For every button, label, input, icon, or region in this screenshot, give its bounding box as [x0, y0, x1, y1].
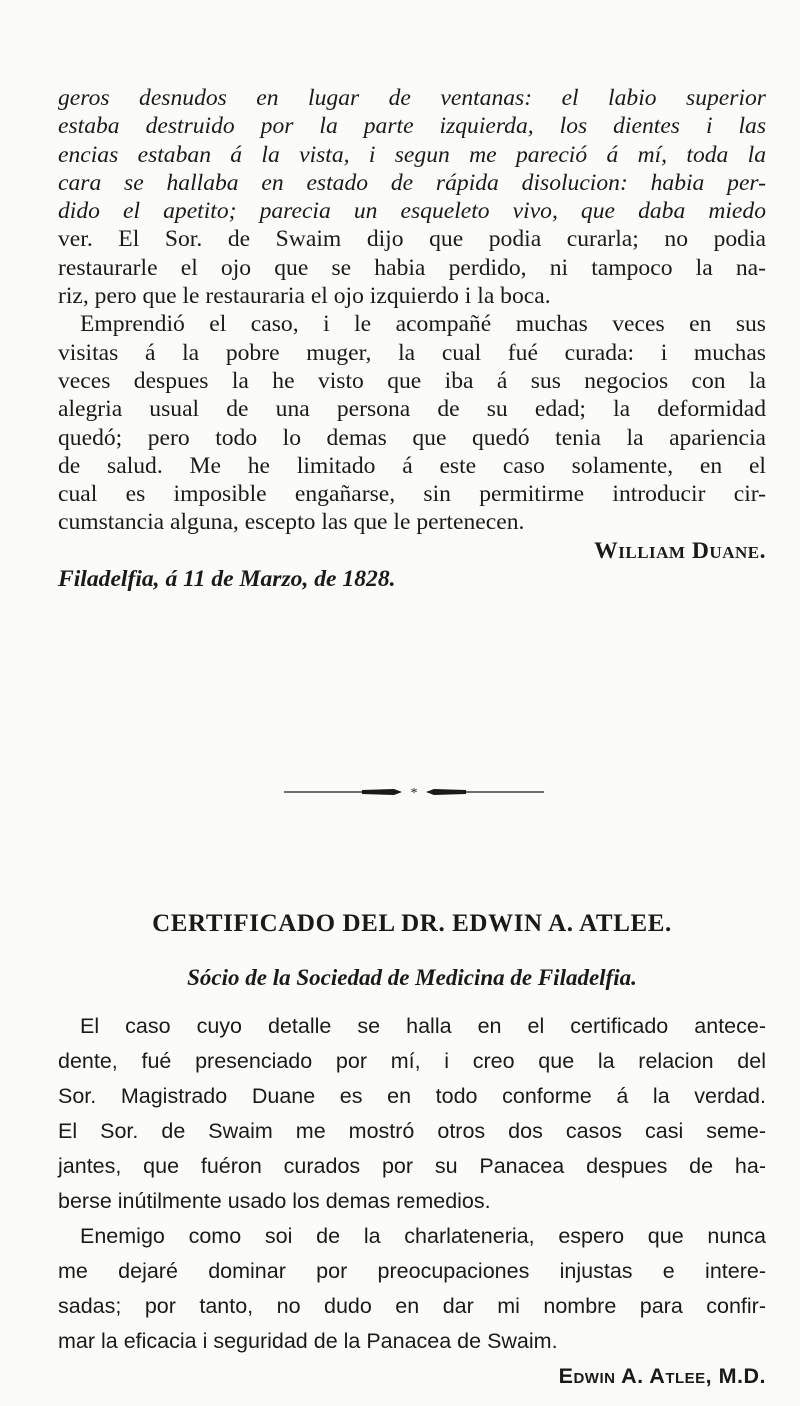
certificate-text [58, 1009, 766, 1394]
certificate-heading: CERTIFICADO DEL DR. EDWIN A. ATLEE. [152, 910, 672, 937]
letter-line: restaurarle el ojo que se habia perdido, ni tampoco la na- [58, 254, 766, 281]
certificate-line: Sor. Magistrado Duane es en todo conforme á la verdad. [58, 1084, 766, 1108]
certificate-signature: Edwin A. Atlee, M.D. [558, 1364, 766, 1388]
letter-line: cara se hallaba en estado de rápida disolucion: habia per- [58, 169, 766, 196]
letter-line: cual es imposible engañarse, sin permitirme introducir cir- [58, 481, 766, 508]
letter-text [58, 84, 766, 593]
letter-line: dido el apetito; parecia un esqueleto vivo, que daba miedo [58, 198, 766, 225]
certificate-subheading: Sócio de la Sociedad de Medicina de Filadelfia. [187, 965, 637, 990]
ornamental-divider [284, 784, 544, 800]
letter-place-date: Filadelfia, á 11 de Marzo, de 1828. [58, 566, 396, 593]
letter-line: estaba destruido por la parte izquierda, los dientes i las [58, 113, 766, 140]
certificate-line: dente, fué presenciado por mí, i creo que la relacion del [58, 1049, 766, 1073]
letter-line: de salud. Me he limitado á este caso solamente, en el [58, 452, 766, 479]
letter-line: geros desnudos en lugar de ventanas: el labio superior [58, 85, 766, 111]
letter-line: visitas á la pobre muger, la cual fué curada: i muchas [58, 339, 766, 366]
certificate-line: mar la eficacia i seguridad de la Panacea de Swaim. [58, 1329, 558, 1353]
letter-line: quedó; pero todo lo demas que quedó tenia la apariencia [58, 424, 766, 451]
letter-line: ver. El Sor. de Swaim dijo que podia curarla; no podia [58, 226, 766, 253]
certificate-line: Enemigo como soi de la charlateneria, espero que nunca [80, 1224, 766, 1248]
certificate-line: El caso cuyo detalle se halla en el certificado antece- [80, 1014, 766, 1038]
certificate-line: El Sor. de Swaim me mostró otros dos casos casi seme- [58, 1119, 766, 1143]
letter-line: cumstancia alguna, escepto las que le pertenecen. [58, 509, 525, 536]
letter-line: encias estaban á la vista, i segun me pareció á mí, toda la [58, 141, 766, 168]
letter-signature: William Duane. [594, 537, 766, 564]
letter-line: veces despues la he visto que iba á sus negocios con la [58, 367, 766, 394]
certificate-line: berse inútilmente usado los demas remedios. [58, 1189, 491, 1213]
certificate-line: jantes, que fuéron curados por su Panacea despues de ha- [58, 1154, 766, 1178]
letter-line: Emprendió el caso, i le acompañé muchas veces en sus [80, 311, 766, 338]
letter-line: riz, pero que le restauraria el ojo izquierdo i la boca. [58, 283, 551, 310]
certificate-line: sadas; por tanto, no dudo en dar mi nombre para confir- [58, 1294, 766, 1318]
svg-text:*: * [410, 786, 418, 800]
certificate-line: me dejaré dominar por preocupaciones injustas e intere- [58, 1259, 766, 1283]
letter-line: alegria usual de una persona de su edad; la deformidad [58, 396, 766, 423]
